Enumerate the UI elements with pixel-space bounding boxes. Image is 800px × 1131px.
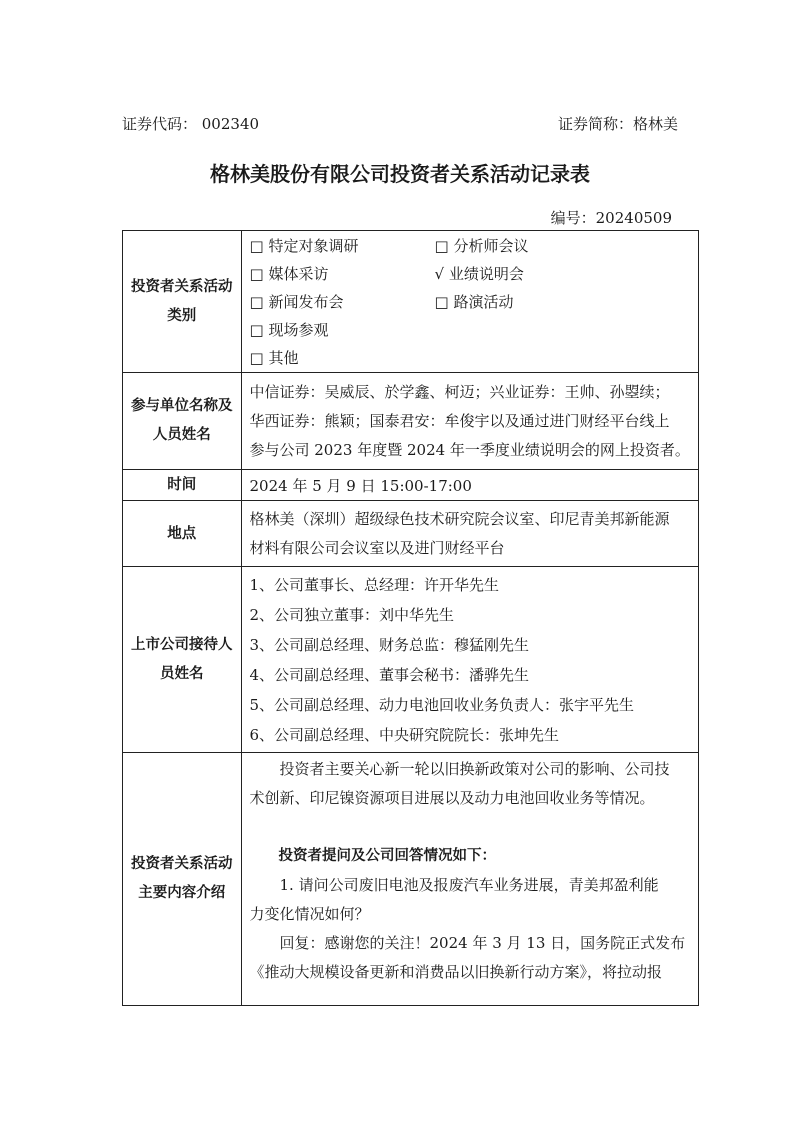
label-line: 投资者关系活动 xyxy=(131,278,233,295)
text-line: 参与公司 2023 年度暨 2024 年一季度业绩说明会的网上投资者。 xyxy=(249,440,690,459)
option-media-interview[interactable]: □ 媒体采访 xyxy=(249,264,329,283)
row-place xyxy=(123,501,699,567)
text-line: 中信证券：吴威辰、於学鑫、柯迈；兴业证券：王帅、孙曌续； xyxy=(249,382,670,401)
qa-heading: 投资者提问及公司回答情况如下： xyxy=(278,848,496,864)
option-roadshow[interactable]: □ 路演活动 xyxy=(434,292,514,311)
security-code: 证券代码： 002340 xyxy=(122,115,260,133)
blank-line xyxy=(250,813,690,842)
option-other[interactable]: □ 其他 xyxy=(249,348,299,367)
participants-label xyxy=(123,373,242,470)
label-line: 主要内容介绍 xyxy=(138,885,226,901)
time-value: 2024 年 5 月 9 日 15:00-17:00 xyxy=(241,470,698,501)
option-specific-research[interactable]: □ 特定对象调研 xyxy=(249,236,359,255)
activity-record-table xyxy=(122,230,699,1006)
option-site-visit[interactable]: □ 现场参观 xyxy=(249,320,329,339)
security-abbreviation: 证券简称：格林美 xyxy=(557,115,678,133)
question-line: 1. 请问公司废旧电池及报废汽车业务进展，青美邦盈利能 xyxy=(279,876,659,894)
row-time xyxy=(123,470,699,501)
reception-item: 5、公司副总经理、动力电池回收业务负责人：张宇平先生 xyxy=(249,695,635,714)
place-label: 地点 xyxy=(123,501,242,567)
content-value xyxy=(241,753,698,1006)
label-line: 员姓名 xyxy=(160,665,204,682)
option-press-conference[interactable]: □ 新闻发布会 xyxy=(249,292,344,311)
time-label: 时间 xyxy=(123,470,242,501)
category-label xyxy=(123,231,242,373)
row-content xyxy=(123,753,699,1006)
answer-line: 《推动大规模设备更新和消费品以旧换新行动方案》，将拉动报 xyxy=(249,963,663,981)
place-value xyxy=(241,501,698,567)
serial-number: 编号：20240509 xyxy=(550,209,672,227)
reception-item: 1、公司董事长、总经理：许开华先生 xyxy=(249,575,500,594)
category-options xyxy=(241,231,698,373)
reception-value xyxy=(241,567,698,753)
text-line: 华西证券：熊颖；国泰君安：牟俊宇以及通过进门财经平台线上 xyxy=(249,411,670,430)
reception-item: 3、公司副总经理、财务总监：穆猛刚先生 xyxy=(249,635,530,654)
text-line: 术创新、印尼镍资源项目进展以及动力电池回收业务等情况。 xyxy=(249,789,655,807)
answer-line: 回复：感谢您的关注！2024 年 3 月 13 日，国务院正式发布 xyxy=(279,934,686,952)
reception-item: 2、公司独立董事：刘中华先生 xyxy=(249,605,455,624)
option-analyst-meeting[interactable]: □ 分析师会议 xyxy=(434,236,529,255)
label-line: 类别 xyxy=(167,307,197,324)
reception-label xyxy=(123,567,242,753)
question-line: 力变化情况如何？ xyxy=(249,905,370,923)
content-label xyxy=(123,753,242,1006)
row-category xyxy=(123,231,699,373)
label-line: 参与单位名称及 xyxy=(131,398,233,414)
row-participants xyxy=(123,373,699,470)
option-earnings-call[interactable]: √ 业绩说明会 xyxy=(434,264,524,283)
text-line: 材料有限公司会议室以及进门财经平台 xyxy=(249,538,505,557)
label-line: 投资者关系活动 xyxy=(131,856,233,872)
text-line: 格林美（深圳）超级绿色技术研究院会议室、印尼青美邦新能源 xyxy=(249,509,670,528)
document-title: 格林美股份有限公司投资者关系活动记录表 xyxy=(210,162,590,186)
label-line: 上市公司接待人 xyxy=(131,636,233,653)
text-line: 投资者主要关心新一轮以旧换新政策对公司的影响、公司技 xyxy=(279,760,670,778)
participants-value xyxy=(241,373,698,470)
reception-item: 4、公司副总经理、董事会秘书：潘骅先生 xyxy=(249,665,530,684)
label-line: 人员姓名 xyxy=(152,427,211,443)
row-reception xyxy=(123,567,699,753)
reception-item: 6、公司副总经理、中央研究院院长：张坤先生 xyxy=(249,725,560,744)
